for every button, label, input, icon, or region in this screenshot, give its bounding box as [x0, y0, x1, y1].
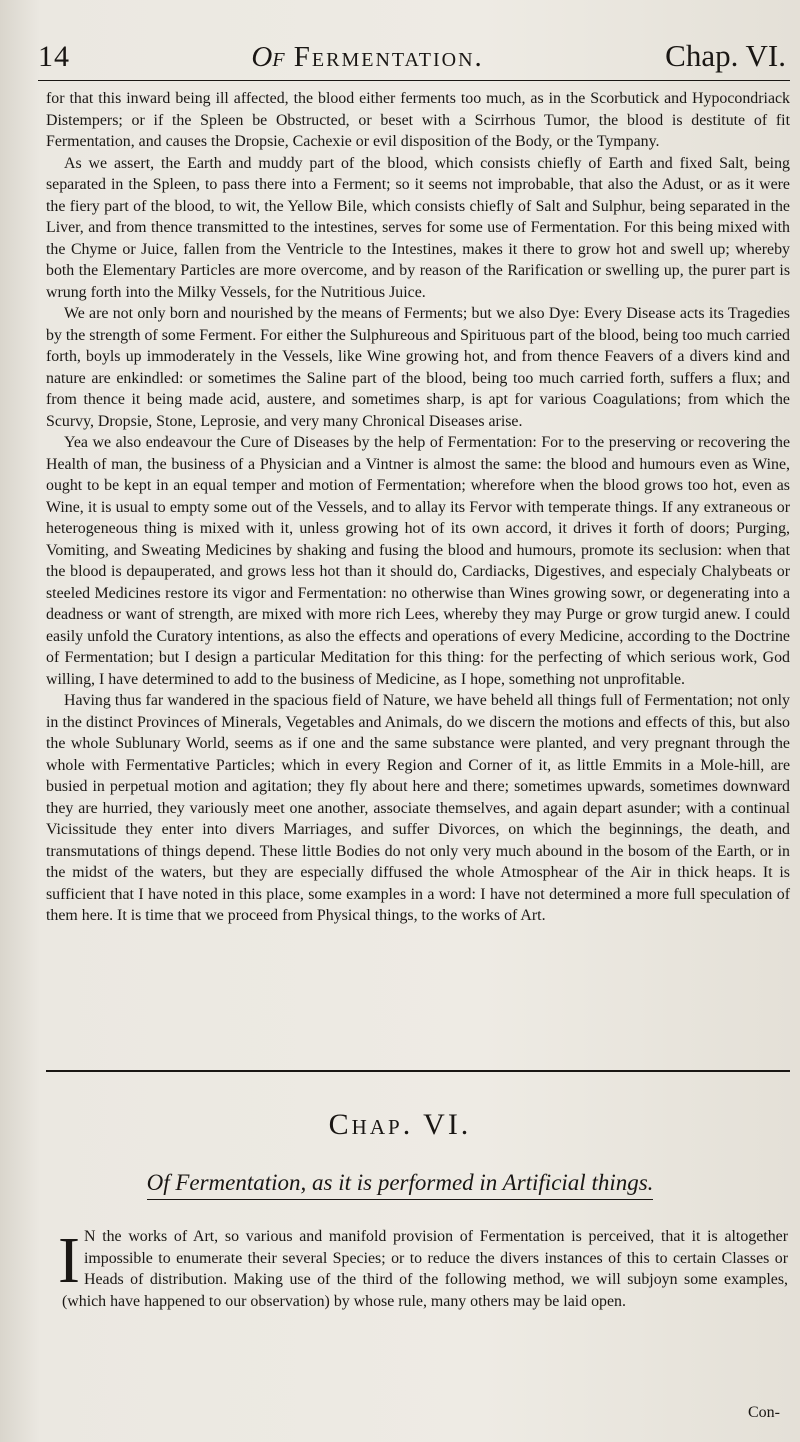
drop-cap: I — [58, 1224, 80, 1297]
chapter-opening-paragraph — [58, 1224, 788, 1312]
chapter-subtitle: Of Fermentation, as it is performed in Artificial things. — [147, 1170, 654, 1200]
running-chapter: Chap. VI. — [665, 38, 786, 73]
paragraph-1: for that this inward being ill affected, the blood either ferments too much, as in the Scorbutick and Hypocondriack Distempers; or if the Spleen be Obstructed, or beset with a Scirrhous Tumor, the blood is destitute of fit Fermentation, and causes the Dropsie, Cachexie or evil disposition of the Body, or the Tympany. — [46, 90, 790, 150]
chapter-text — [58, 1224, 788, 1312]
body-text — [46, 88, 790, 927]
running-title — [251, 41, 483, 74]
chapter-opening-text: N the works of Art, so various and manifold provision of Fermentation is perceived, that it is altogether impossible to enumerate their several Species; or to reduce the divers instances of this to certain Classes or Heads of distribution. Making use of the third of the following method, we will subjoyn some examples, (which have happened to our observation) by whose rule, many others may be laid open. — [62, 1228, 788, 1310]
paragraph-5: Having thus far wandered in the spacious field of Nature, we have beheld all things full of Fermentation; not only in the distinct Provinces of Minerals, Vegetables and Animals, do we discern the motions and effects of this, but also the whole Sublunary World, seems as if one and the same substance were planted, and very pregnant through the whole with Fermentative Particles; which in every Region and Corner of it, as little Emmits in a Mole-hill, are busied in perpetual motion and agitation; they fly about here and there; sometimes upwards, sometimes downward they are hurried, they variously meet one another, associate themselves, and again depart asunder; with a continual Vicissitude they enter into divers Marriages, and suffer Divorces, on which the beginnings, the death, and transmutations of things depend. These little Bodies do not only very much abound in the bosom of the Earth, or in the midst of the waters, but they are especially diffused the whole Atmosphear of the Air in thick heaps. It is sufficient that I have noted in this place, some examples in a word: I have not determined a more full speculation of them here. It is time that we proceed from Physical things, to the works of Art. — [46, 692, 790, 924]
catchword: Con- — [748, 1404, 780, 1421]
paragraph-3: We are not only born and nourished by the means of Ferments; but we also Dye: Every Disease acts its Tragedies by the strength of some Ferment. For either the Sulphureous and Spirituous part of the blood, being too much carried forth, boyls up immoderately in the Vessels, like Wine growing hot, and from thence Feavers of a divers kind and nature are enkindled: or sometimes the Saline part of the blood, being too much carried forth, suffers a flux; and from thence it being made acid, austere, and sometimes sharp, is apt for various Coagulations; from which the Scurvy, Dropsie, Stone, Leprosie, and very many Chronical Diseases arise. — [46, 305, 790, 430]
running-title-main: Fermentation. — [293, 41, 484, 73]
paragraph-4: Yea we also endeavour the Cure of Diseases by the help of Fermentation: For to the preserving or recovering the Health of man, the business of a Physician and a Vintner is almost the same: the blood and humours even as Wine, ought to be kept in an equal temper and motion of Fermentation; wherefore when the blood grows too hot, even as Wine, it is usual to empty some out of the Vessels, and to allay its Fervor with temperate things. If any extraneous or heterogeneous thing is mixed with it, unless growing hot of its own accord, it drives it forth of doors; Purging, Vomiting, and Sweating Medicines by shaking and fusing the blood and humours, promote its seclusion: when that the blood is depauperated, and grows less hot than it should do, Cardiacks, Digestives, and especialy Chalybeats or steeled Medicines restore its vigor and Fermentation: no otherwise than Wines growing sowr, or degenerating into a deadness or want of strength, are mixed with more rich Lees, whereby they may Purge or grow turgid anew. I could easily unfold the Curatory intentions, as also the effects and operations of every Medicine, according to the Doctrine of Fermentation; but I design a particular Meditation for this thing: for the perfecting of which serious work, God willing, I have determined to add to the business of Medicine, as I hope, something not unprofitable. — [46, 434, 790, 688]
page-number: 14 — [38, 40, 70, 73]
running-head — [38, 22, 786, 74]
paragraph-2: As we assert, the Earth and muddy part of the blood, which consists chiefly of Earth and fixed Salt, being separated in the Spleen, to pass there into a Ferment; so it seems not improbable, that also the Adust, or as it were the fiery part of the blood, to wit, the Yellow Bile, which consists chiefly of Salt and Sulphur, being separated in the Liver, and from thence transmitted to the intestines, serves for some use of Fermentation. For this being mixed with the Chyme or Juice, fallen from the Ventricle to the Intestines, makes it there to grow hot and swell up; whereby both the Elementary Particles are more overcome, and by reason of the Rarification or swelling up, the purer part is wrung forth into the Milky Vessels, for the Nutritious Juice. — [46, 154, 790, 301]
running-title-prefix: Of — [251, 41, 285, 73]
header-rule — [38, 80, 790, 81]
chapter-heading: Chap. VI. — [328, 1108, 472, 1141]
section-divider — [46, 1070, 790, 1072]
chapter-subtitle-wrap — [0, 1170, 800, 1196]
